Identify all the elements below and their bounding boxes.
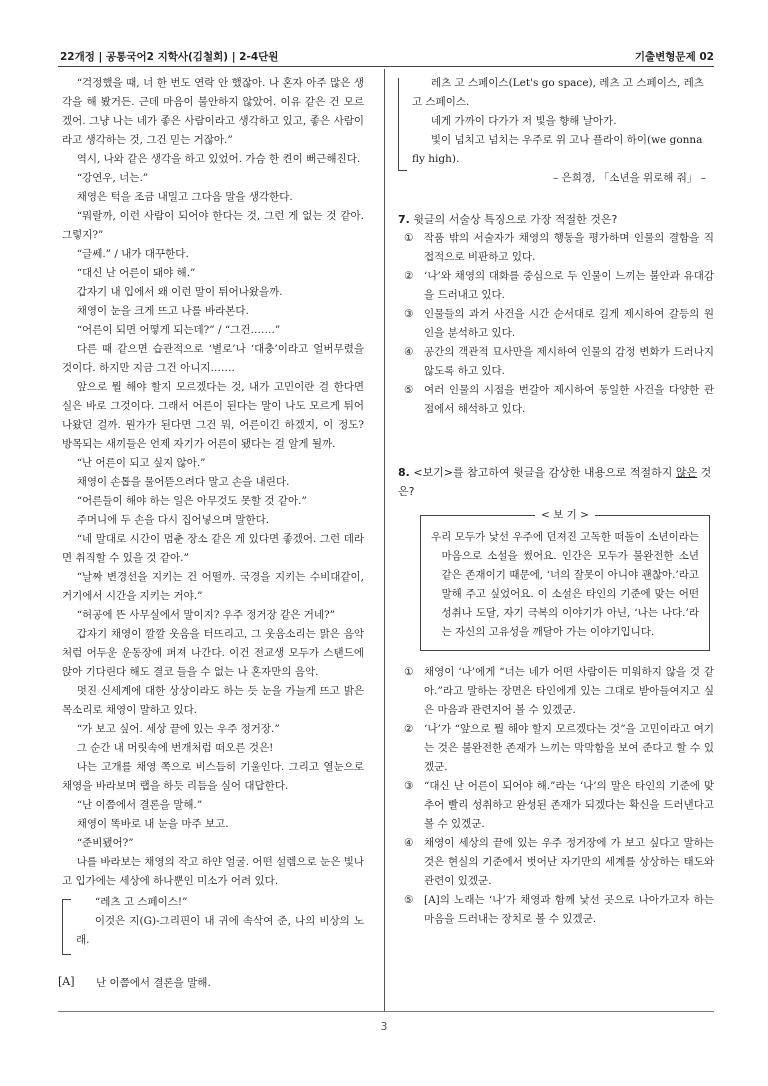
header-rule (58, 66, 714, 67)
choice-number: ⑤ (404, 384, 414, 396)
question-7-text: 윗글의 서술상 특징으로 가장 적절한 것은? (413, 213, 618, 226)
story-paragraph: “글쎄.” / 내가 대꾸한다. (76, 248, 189, 260)
story-paragraph: “네 말대로 시간이 멈춘 장소 같은 게 있다면 좋겠어. 그런 데라면 취직할 수 있을 것 같아.” (62, 533, 364, 564)
choice-number: ③ (404, 780, 414, 792)
choice-text: “대신 난 어른이 되어야 해.”라는 ‘나’의 말은 타인의 기준에 맞추어 빨리 성취하고 완성된 존재가 되겠다는 확신을 드러낸다고 볼 수 있겠군. (424, 780, 714, 830)
choice-number: ① (404, 232, 414, 244)
story-paragraph: 채영이 눈을 크게 뜨고 나를 바라본다. (76, 305, 249, 317)
choice-number: ① (404, 666, 414, 678)
story-paragraph: 멋진 신세계에 대한 상상이라도 하는 듯 눈을 가늘게 뜨고 밝은 목소리로 채영이 말하고 있다. (62, 685, 364, 716)
question-8 (398, 463, 714, 929)
choice-text: 채영이 ‘나’에게 “너는 네가 어떤 사람이든 미워하지 않을 것 같아.”라고 말하는 장면은 타인에게 있는 그대로 받아들여지고 싶은 마음과 관련지어 볼 수 있겠군. (424, 666, 714, 716)
story-paragraph: 채영이 똑바로 내 눈을 마주 보고. (76, 818, 229, 830)
choice-text: 여러 인물의 시점을 번갈아 제시하여 동일한 사건을 다양한 관점에서 해석하고 있다. (424, 384, 714, 415)
question-7-stem (398, 210, 714, 229)
bogi-box (420, 509, 710, 651)
question-7-number: 7. (398, 213, 410, 226)
story-paragraph: 나는 고개를 채영 쪽으로 비스듬히 기울인다. 그리고 열눈으로 채영을 바라보며 랩을 하듯 리듬을 실어 대답한다. (62, 761, 364, 792)
page-header (60, 49, 714, 67)
story-paragraph: 채영이 손톱을 물어뜯으려다 말고 손을 내린다. (76, 476, 290, 488)
song-lyrics (398, 74, 714, 169)
lyrics-line: 레츠 고 스페이스(Let's go space), 레츠 고 스페이스, 레츠 고 스페이스. (412, 77, 704, 108)
bogi-text: 우리 모두가 낯선 우주에 던져진 고독한 떠돌이 소년이라는 마음으로 소설을 썼어요. 인간은 모두가 불완전한 소년 같은 존재이기 때문에, ‘너의 잘못이 아니야 괜찮아.’라고 말해 주고 싶었어요. 이 소설은 타인의 기준에 맞는 어떤 성취나 도달, 자기 극복의 이야기가 아닌, ‘나는 나다.’라는 자신의 고유성을 깨달아 가는 이야기입니다. (431, 531, 699, 638)
left-column (62, 74, 364, 950)
story-paragraph: “걱정했을 때, 너 한 번도 연락 안 했잖아. 나 혼자 아주 많은 생각을 해 봤거든. 근데 마음이 불안하지 않았어. 이유 같은 건 모르겠어. 그냥 나는 네가 좋은 사람이라고 생각하고 있고, 좋은 사람이라고 생각하는 것, 그건 믿는 거잖아.” (62, 77, 364, 146)
header-course-info: 22개정 | 공통국어2 지학사(김철회) | 2-4단원 (60, 51, 279, 63)
story-paragraph: 역시, 나와 같은 생각을 하고 있었어. 가슴 한 켠이 뻐근해진다. (76, 153, 361, 165)
story-paragraph: “강연우, 너는.” (76, 172, 149, 184)
choice-text: ‘나’와 채영의 대화를 중심으로 두 인물이 느끼는 불안과 유대감을 드러내고 있다. (424, 270, 714, 301)
choice-text: [A]의 노래는 ‘나’가 채영과 함께 낯선 곳으로 나아가고자 하는 마음을 드러내는 장치로 볼 수 있겠군. (424, 894, 714, 925)
source-citation: – 은희경, 「소년을 위로해 줘」 – (553, 172, 706, 184)
story-paragraph: 갑자기 내 입에서 왜 이런 말이 튀어나왔을까. (76, 286, 283, 298)
story-paragraph: 갑자기 채영이 깔깔 웃음을 터뜨리고, 그 웃음소리는 맑은 음악처럼 어두운 운동장에 퍼져 나간다. 이건 전교생 모두가 스탠드에 앉아 기다린다 해도 결코 들을 수 없는 나 혼자만의 음악. (62, 628, 364, 678)
choice-number: ④ (404, 346, 414, 358)
choice-text: ‘나’가 “앞으로 뭘 해야 할지 모르겠다는 것”을 고민이라고 여기는 것은 불완전한 존재가 느끼는 막막함을 보여 준다고 할 수 있겠군. (424, 723, 714, 773)
choice-number: ⑤ (404, 894, 414, 906)
story-paragraph: “뭐랄까, 이런 사람이 되어야 한다는 것, 그런 게 없는 것 같아. 그렇지?” (62, 210, 364, 241)
choice-number: ③ (404, 308, 414, 320)
question-8-number: 8. (398, 466, 410, 479)
answer-choice[interactable] (398, 343, 714, 381)
story-paragraph: 나를 바라보는 채영의 작고 하얀 얼굴. 어떤 설렘으로 눈은 빛나고 입가에는 세상에 하나뿐인 미소가 어려 있다. (62, 856, 364, 887)
story-paragraph: “가 보고 싶어. 세상 끝에 있는 우주 정거장.” (76, 723, 280, 735)
answer-choice[interactable] (398, 229, 714, 267)
answer-choice[interactable] (398, 834, 714, 891)
passage-a-bracket (62, 899, 71, 955)
answer-choice[interactable] (398, 720, 714, 777)
passage-a-label: [A] (58, 975, 75, 988)
answer-choice[interactable] (398, 381, 714, 419)
choice-number: ② (404, 270, 414, 282)
story-paragraph: “날짜 변경선을 지키는 건 어떨까. 국경을 지키는 수비대같이, 거기에서 시간을 지키는 거야.” (62, 571, 364, 602)
story-paragraph: “난 이쯤에서 결론을 말해.” (76, 799, 203, 811)
story-paragraph: “어른들이 해야 하는 일은 아무것도 못할 것 같아.” (76, 495, 307, 507)
story-closing-line: 난 이쯤에서 결론을 말해. (96, 977, 211, 989)
right-column (398, 74, 714, 929)
question-8-stem (398, 463, 714, 501)
story-paragraph: “준비됐어?” (76, 837, 134, 849)
song-line: 이것은 지(G)-그리핀이 내 귀에 속삭여 준, 나의 비상의 노래. (76, 915, 364, 946)
song-line: “레츠 고 스페이스!” (94, 896, 188, 908)
choice-text: 인물들의 과거 사건을 시간 순서대로 길게 제시하여 갈등의 원인을 분석하고 있다. (424, 308, 714, 339)
question-8-text-end: 것은? (398, 466, 712, 498)
answer-choice[interactable] (398, 891, 714, 929)
column-divider (384, 69, 385, 1011)
question-8-emphasis: 않은 (675, 466, 698, 479)
lyrics-line: 네게 가까이 다가가 저 빛을 향해 날아가. (430, 115, 617, 127)
story-paragraph: 주머니에 두 손을 다시 집어넣으며 말한다. (76, 514, 270, 526)
footer-rule (58, 1011, 714, 1012)
bogi-title: < 보 기 > (535, 507, 595, 522)
lyrics-line: 빛이 넘치고 넘치는 우주로 위 고나 플라이 하이(we gonna fly high). (412, 134, 703, 165)
answer-choice[interactable] (398, 777, 714, 834)
story-paragraph: 그 순간 내 머릿속에 번개처럼 떠오른 것은! (76, 742, 274, 754)
question-7 (398, 210, 714, 419)
choice-number: ② (404, 723, 414, 735)
story-paragraph: 앞으로 뭘 해야 할지 모르겠다는 것, 내가 고민이란 걸 한다면 실은 바로 그것이다. 그래서 어른이 된다는 말이 나도 모르게 튀어나왔던 걸까. 뭔가가 된다면 그건 뭐, 어른이긴 하겠지, 이 정도? 방목되는 새끼들은 언제 자기가 어른이 됐다는 걸 알게 될까. (62, 381, 364, 450)
story-paragraph: “어른이 되면 어떻게 되는데?” / “그건…….” (76, 324, 281, 336)
choice-text: 공간의 객관적 묘사만을 제시하여 인물의 감정 변화가 드러나지 않도록 하고 있다. (424, 346, 714, 377)
answer-choice[interactable] (398, 267, 714, 305)
answer-choice[interactable] (398, 663, 714, 720)
story-paragraph: 채영은 턱을 조금 내밀고 그다음 말을 생각한다. (76, 191, 293, 203)
page-number: 3 (380, 1020, 388, 1033)
choice-text: 작품 밖의 서술자가 채영의 행동을 평가하며 인물의 결함을 직접적으로 비판하고 있다. (424, 232, 714, 263)
header-exam-title: 기출변형문제 02 (634, 51, 714, 63)
lyrics-bracket (398, 78, 407, 171)
passage-a-block (62, 893, 364, 950)
story-paragraph: “허공에 뜬 사무실에서 말이지? 우주 정거장 같은 거네?” (76, 609, 336, 621)
choice-number: ④ (404, 837, 414, 849)
story-paragraph: 다른 때 같으면 습관적으로 ‘별로’나 ‘대충’이라고 얼버무렸을 것이다. 하지만 지금 그건 아니지……. (62, 343, 364, 374)
choice-text: 채영이 세상의 끝에 있는 우주 정거장에 가 보고 싶다고 말하는 것은 현실의 기준에서 벗어난 자기만의 세계를 상상하는 태도와 관련이 있겠군. (424, 837, 714, 887)
question-8-text: <보기>를 참고하여 윗글을 감상한 내용으로 적절하지 (413, 466, 676, 479)
story-paragraph: “난 어른이 되고 싶지 않아.” (76, 457, 206, 469)
story-paragraph: “대신 난 어른이 돼야 해.” (76, 267, 196, 279)
answer-choice[interactable] (398, 305, 714, 343)
